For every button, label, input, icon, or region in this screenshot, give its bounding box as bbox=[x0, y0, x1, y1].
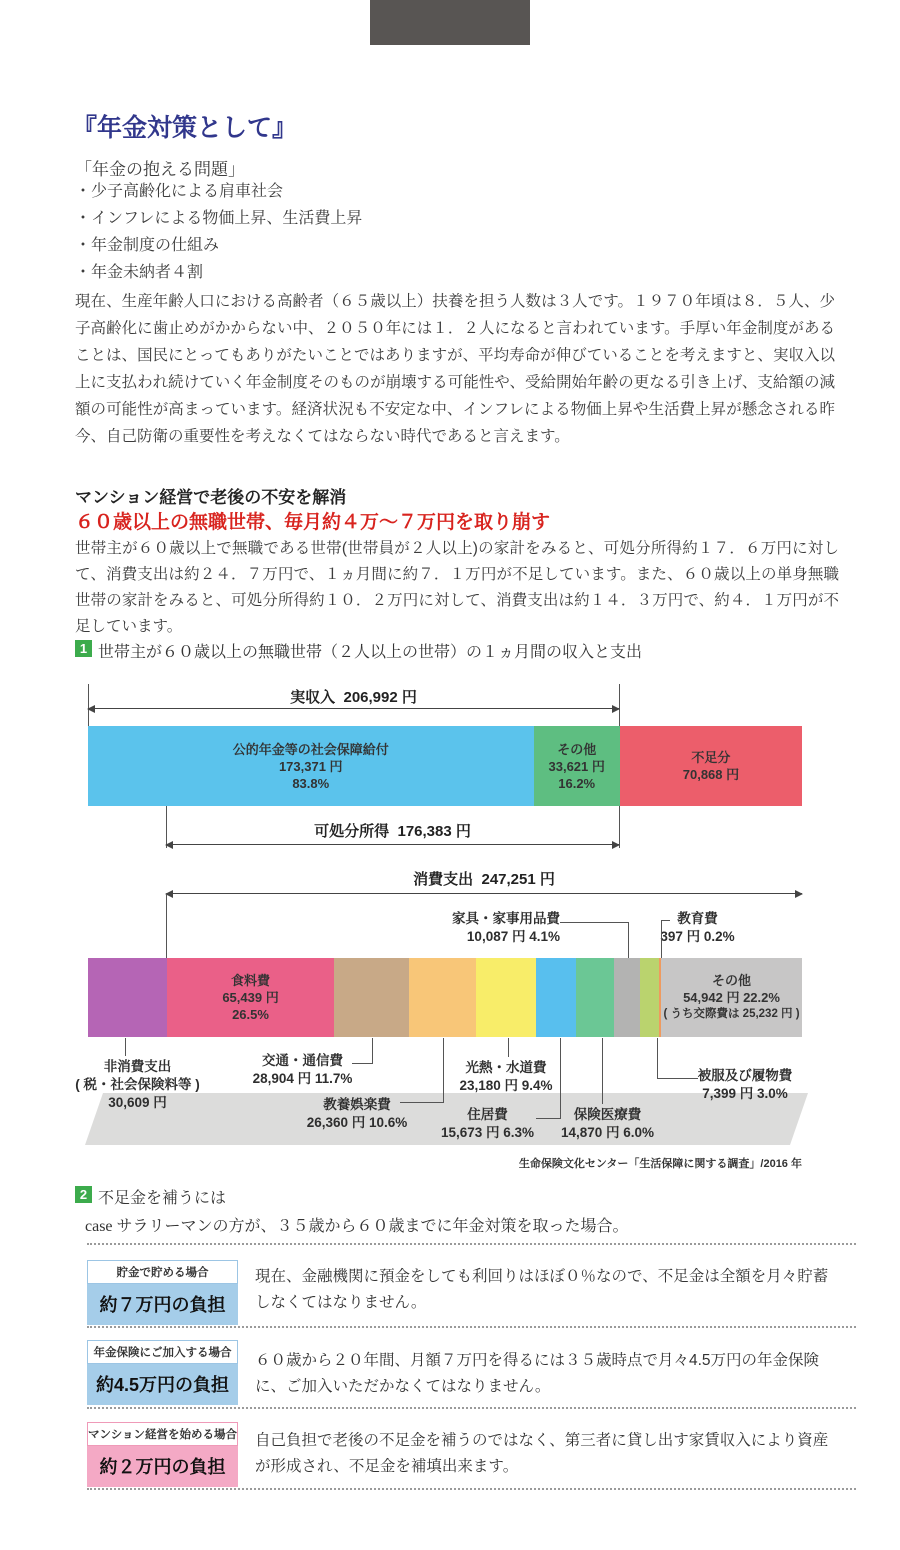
problem-item: ・年金未納者４割 bbox=[75, 264, 204, 281]
segment-furniture-household bbox=[614, 958, 640, 1037]
label-line: 交通・通信費 bbox=[262, 1053, 343, 1068]
chart-source: 生命保険文化センター「生活保障に関する調査」/2016 年 bbox=[518, 1158, 802, 1170]
measure-value: 247,251 円 bbox=[481, 871, 555, 888]
label-line: 10,087 円 4.1% bbox=[466, 929, 560, 944]
arrowhead-right bbox=[612, 705, 620, 713]
consumption-label bbox=[166, 868, 802, 889]
label-non-consumption bbox=[55, 1058, 220, 1112]
measure-value: 206,992 円 bbox=[343, 689, 417, 706]
arrowhead-left bbox=[165, 841, 173, 849]
label-line: 28,904 円 11.7% bbox=[252, 1071, 353, 1086]
segment-label: 83.8% bbox=[292, 775, 330, 791]
segment-label: 54,942 円 22.2% bbox=[683, 990, 780, 1005]
label-line: 教養娯楽費 bbox=[323, 1097, 391, 1112]
label-utilities bbox=[440, 1059, 572, 1095]
label-transport bbox=[235, 1052, 370, 1088]
arrowhead-left bbox=[87, 705, 95, 713]
label-line: 15,673 円 6.3% bbox=[440, 1125, 535, 1140]
segment-non-consumption bbox=[88, 958, 167, 1037]
measure-label: 可処分所得 bbox=[314, 823, 390, 840]
segment-housing bbox=[536, 958, 576, 1037]
arrowhead-right bbox=[612, 841, 620, 849]
disposable-income-label bbox=[166, 820, 619, 841]
segment-label: 食料費 bbox=[231, 973, 271, 988]
connector-line bbox=[661, 920, 670, 959]
dotted-divider bbox=[87, 1326, 856, 1328]
case-text: 現在、金融機関に預金をしても利回りはほぼ０％なので、不足金は全額を月々貯蓄しなくてはなりません。 bbox=[255, 1268, 829, 1311]
label-furniture bbox=[415, 910, 560, 946]
segment-transport-comm bbox=[334, 958, 408, 1037]
intro-paragraph: 現在、生産年齢人口における高齢者（６５歳以上）扶養を担う人数は３人です。１９７０年頃は８．５人、少子高齢化に歯止めがかからない中、２０５０年には１．２人になると言われています。手厚い年金制度があることは、国民にとってもありがたいことではありますが、平均寿命が伸びていることを考えますと、実収入以上に支払われ続けていく年金制度そのものが崩壊する可能性や、受給開始年齢の更なる引き上げ、支給額の減額の可能性が高まっています。経済状況も不安定な中、インフレによる物価上昇や生活費上昇が懸念される昨今、自己防衛の重要性を考えなくてはならない時代であると言えます。 bbox=[75, 293, 835, 445]
case-tag: 貯金で貯める場合 bbox=[87, 1260, 238, 1284]
case-intro-line: case サラリーマンの方が、３５歳から６０歳までに年金対策を取った場合。 bbox=[85, 1218, 629, 1235]
chart1-title: 世帯主が６０歳以上の無職世帯（２人以上の世帯）の１ヵ月間の収入と支出 bbox=[98, 644, 643, 661]
actual-income-label bbox=[88, 686, 619, 707]
segment-label: 65,439 円 bbox=[222, 990, 279, 1005]
case-burden: 約4.5万円の負担 bbox=[87, 1364, 238, 1405]
connector-line bbox=[400, 1038, 444, 1103]
segment-other-expense bbox=[661, 958, 802, 1037]
guide-line bbox=[166, 893, 167, 958]
segment-label: 公的年金等の社会保障給付 bbox=[232, 741, 389, 757]
label-line: 住居費 bbox=[467, 1107, 508, 1122]
segment-label: 33,621 円 bbox=[548, 758, 605, 774]
section2-title: 不足金を補うには bbox=[98, 1190, 227, 1207]
case-text: 自己負担で老後の不足金を補うのではなく、第三者に貸し出す家賃収入により資産が形成され、不足金を補填出来ます。 bbox=[255, 1432, 829, 1475]
label-line: 397 円 0.2% bbox=[660, 929, 735, 944]
problems-heading: 「年金の抱える問題」 bbox=[75, 160, 245, 179]
arrowhead-right bbox=[795, 890, 803, 898]
label-clothing bbox=[675, 1067, 815, 1103]
connector-line bbox=[508, 1038, 509, 1057]
consumption-arrow bbox=[166, 893, 802, 894]
label-line: 光熱・水道費 bbox=[465, 1060, 547, 1075]
measure-label: 消費支出 bbox=[413, 871, 474, 888]
label-line: 30,609 円 bbox=[108, 1095, 167, 1110]
section-body: 世帯主が６０歳以上で無職である世帯(世帯員が２人以上)の家計をみると、可処分所得約１７．６万円に対して、消費支出は約２４．７万円で、１ヵ月間に約７．１万円が不足しています。また、６０歳以上の単身無職世帯の家計をみると、可処分所得約１０．２万円に対して、消費支出は約１４．３万円で、約４．１万円が不足しています。 bbox=[75, 540, 839, 635]
connector-line bbox=[602, 1038, 603, 1104]
measure-label: 実収入 bbox=[290, 689, 336, 706]
segment-label: 不足分 bbox=[691, 750, 731, 765]
segment-public-pension bbox=[88, 726, 534, 806]
label-housing bbox=[420, 1106, 555, 1142]
segment-label: 70,868 円 bbox=[682, 767, 740, 782]
label-line: ( 税・社会保険料等 ) bbox=[75, 1077, 200, 1092]
logo-placeholder-box bbox=[370, 0, 530, 45]
case-tag: 年金保険にご加入する場合 bbox=[87, 1340, 238, 1364]
segment-other-income bbox=[534, 726, 620, 806]
label-medical bbox=[540, 1106, 675, 1142]
dotted-divider bbox=[87, 1243, 856, 1245]
segment-label: 26.5% bbox=[232, 1007, 269, 1022]
label-line: 家具・家事用品費 bbox=[452, 911, 560, 926]
case-box-insurance bbox=[87, 1340, 238, 1405]
label-line: 被服及び履物費 bbox=[697, 1068, 793, 1083]
section2-number-badge: 2 bbox=[75, 1186, 92, 1203]
segment-label: ( うち交際費は 25,232 円 ) bbox=[663, 1008, 800, 1020]
label-leisure bbox=[287, 1096, 427, 1132]
segment-clothing bbox=[640, 958, 659, 1037]
measure-value: 176,383 円 bbox=[397, 823, 471, 840]
segment-culture-leisure bbox=[409, 958, 477, 1037]
red-headline: ６０歳以上の無職世帯、毎月約４万～７万円を取り崩す bbox=[75, 512, 551, 533]
disposable-income-arrow bbox=[166, 844, 619, 845]
label-line: 14,870 円 6.0% bbox=[560, 1125, 655, 1140]
segment-utilities bbox=[476, 958, 535, 1037]
problem-item: ・インフレによる物価上昇、生活費上昇 bbox=[75, 210, 363, 227]
label-line: 教育費 bbox=[677, 911, 718, 926]
case-box-savings bbox=[87, 1260, 238, 1325]
segment-food bbox=[167, 958, 335, 1037]
case-burden: 約７万円の負担 bbox=[87, 1284, 238, 1325]
actual-income-arrow bbox=[88, 708, 619, 709]
label-line: 保険医療費 bbox=[573, 1107, 642, 1122]
dotted-divider bbox=[87, 1488, 856, 1490]
segment-medical bbox=[576, 958, 614, 1037]
case-text: ６０歳から２０年間、月額７万円を得るには３５歳時点で月々4.5万円の年金保険に、ご加入いただかなくてはなりません。 bbox=[255, 1352, 820, 1395]
segment-shortfall bbox=[620, 726, 802, 806]
case-tag: マンション経営を始める場合 bbox=[87, 1422, 238, 1446]
problem-item: ・年金制度の仕組み bbox=[75, 237, 220, 254]
page-title: 『年金対策として』 bbox=[72, 115, 298, 142]
connector-line bbox=[125, 1038, 126, 1056]
connector-line bbox=[560, 922, 629, 959]
label-line: 23,180 円 9.4% bbox=[459, 1078, 553, 1093]
label-line: 26,360 円 10.6% bbox=[306, 1115, 408, 1130]
case-box-apartment bbox=[87, 1422, 238, 1487]
segment-label: その他 bbox=[557, 741, 597, 757]
income-bar bbox=[88, 726, 802, 806]
segment-label: 173,371 円 bbox=[278, 758, 343, 774]
problems-list bbox=[75, 178, 362, 286]
case-burden: 約２万円の負担 bbox=[87, 1446, 238, 1487]
problem-item: ・少子高齢化による肩車社会 bbox=[75, 183, 284, 200]
section1-number-badge: 1 bbox=[75, 640, 92, 657]
expense-bar bbox=[88, 958, 802, 1037]
segment-label: その他 bbox=[712, 973, 752, 988]
segment-label: 16.2% bbox=[558, 775, 596, 791]
label-line: 7,399 円 3.0% bbox=[702, 1086, 788, 1101]
dotted-divider bbox=[87, 1407, 856, 1409]
label-line: 非消費支出 bbox=[103, 1059, 172, 1074]
section-subtitle: マンション経営で老後の不安を解消 bbox=[75, 488, 347, 507]
label-education bbox=[640, 910, 755, 946]
